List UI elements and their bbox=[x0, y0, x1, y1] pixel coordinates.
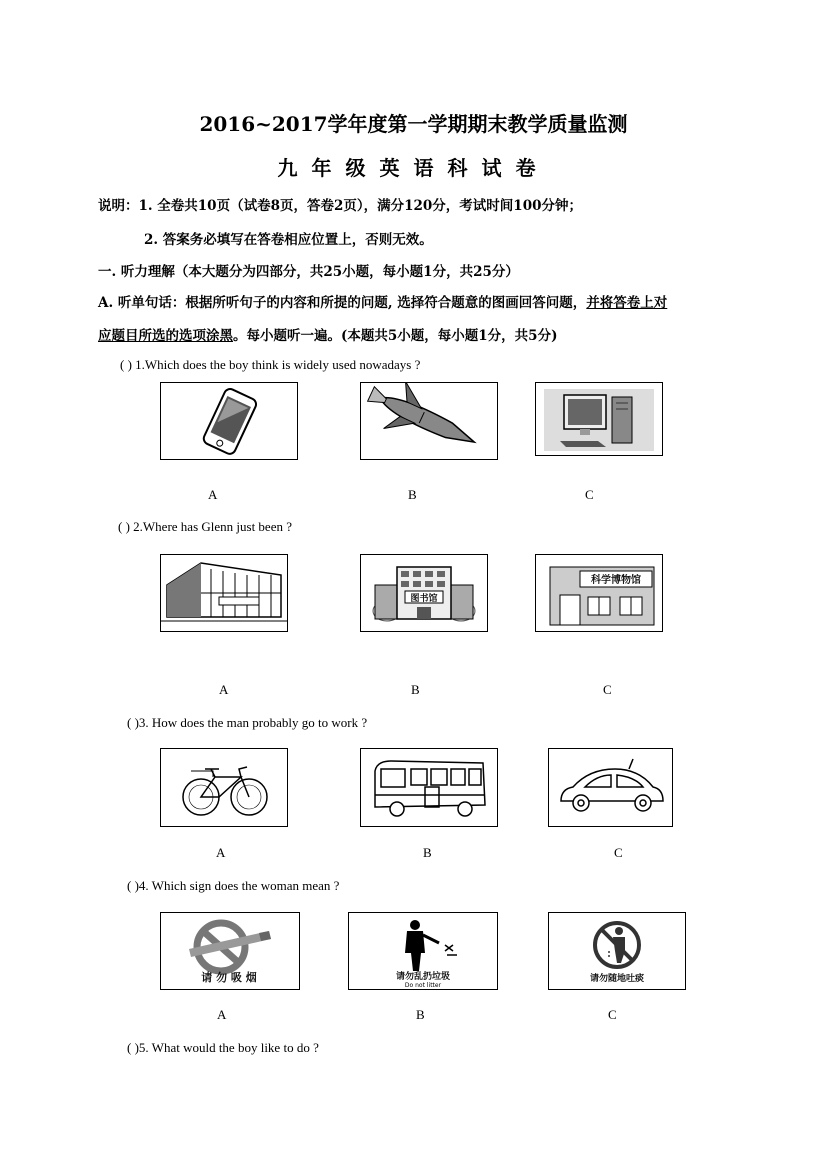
no-litter-text: 请勿乱扔垃圾 bbox=[395, 972, 451, 982]
no-spitting-text: 请勿随地吐痰 bbox=[589, 974, 645, 984]
q1-option-a-image bbox=[160, 382, 298, 460]
question-5: ( )5. What would the boy like to do ? bbox=[127, 1040, 319, 1055]
page-subtitle: 九年级英语科试卷 bbox=[277, 156, 550, 180]
no-spitting-icon bbox=[549, 913, 685, 989]
question-4: ( )4. Which sign does the woman mean ? bbox=[127, 878, 340, 893]
part-a-instruction: A. 听单句话：根据所听句子的内容和所提的问题, 选择符合题意的图画回答问题，并将答卷上对 bbox=[98, 295, 668, 311]
q4-label-a: A bbox=[217, 1007, 227, 1022]
part-a-instruction-cont: 应题目所选的选项涂黑。每小题听一遍。(本题共5小题，每小题1分，共5分) bbox=[98, 328, 558, 344]
no-smoking-icon bbox=[161, 913, 299, 989]
q2-label-a: A bbox=[219, 682, 229, 697]
q2-option-b-image bbox=[360, 554, 488, 632]
no-smoking-text: 请 勿 吸 烟 bbox=[201, 971, 257, 984]
q1-label-c: C bbox=[585, 487, 594, 502]
q4-option-a-image bbox=[160, 912, 300, 990]
q3-option-b-image bbox=[360, 748, 498, 827]
q1-option-b-image bbox=[360, 382, 498, 460]
q2-option-a-image bbox=[160, 554, 288, 632]
library-sign-text: 图书馆 bbox=[410, 594, 438, 604]
q2-label-c: C bbox=[603, 682, 612, 697]
rocket-icon bbox=[361, 383, 497, 459]
q4-label-c: C bbox=[608, 1007, 617, 1022]
museum-icon bbox=[536, 555, 662, 631]
q4-option-c-image bbox=[548, 912, 686, 990]
q3-label-c: C bbox=[614, 845, 623, 860]
no-litter-en-text: Do not litter bbox=[404, 982, 442, 989]
q4-label-b: B bbox=[416, 1007, 425, 1022]
car-icon bbox=[549, 749, 672, 826]
q3-label-a: A bbox=[216, 845, 226, 860]
q1-option-c-image bbox=[535, 382, 663, 456]
computer-icon bbox=[536, 383, 662, 455]
q2-option-c-image bbox=[535, 554, 663, 632]
smartphone-icon bbox=[161, 383, 297, 459]
question-1: ( ) 1.Which does the boy think is widely used nowadays ? bbox=[120, 357, 421, 372]
museum-sign-text: 科学博物馆 bbox=[591, 575, 641, 586]
bus-icon bbox=[361, 749, 497, 826]
q3-option-a-image bbox=[160, 748, 288, 827]
library-icon bbox=[361, 555, 487, 631]
instruction-line-1: 说明：1. 全卷共10页（试卷8页，答卷2页），满分120分，考试时间100分钟； bbox=[98, 198, 582, 214]
bicycle-icon bbox=[161, 749, 287, 826]
question-2: ( ) 2.Where has Glenn just been ? bbox=[118, 519, 292, 534]
no-litter-icon bbox=[349, 913, 497, 989]
page-title: 2016~2017学年度第一学期期末教学质量监测 bbox=[199, 112, 628, 136]
question-3: ( )3. How does the man probably go to work ? bbox=[127, 715, 368, 730]
q3-option-c-image bbox=[548, 748, 673, 827]
q2-label-b: B bbox=[411, 682, 420, 697]
instruction-line-2: 2. 答案务必填写在答卷相应位置上，否则无效。 bbox=[144, 232, 433, 248]
q3-label-b: B bbox=[423, 845, 432, 860]
section-title: 一. 听力理解（本大题分为四部分，共25小题，每小题1分，共25分） bbox=[98, 264, 519, 280]
building-icon bbox=[161, 555, 287, 631]
q1-label-b: B bbox=[408, 487, 417, 502]
q1-label-a: A bbox=[208, 487, 218, 502]
q4-option-b-image bbox=[348, 912, 498, 990]
